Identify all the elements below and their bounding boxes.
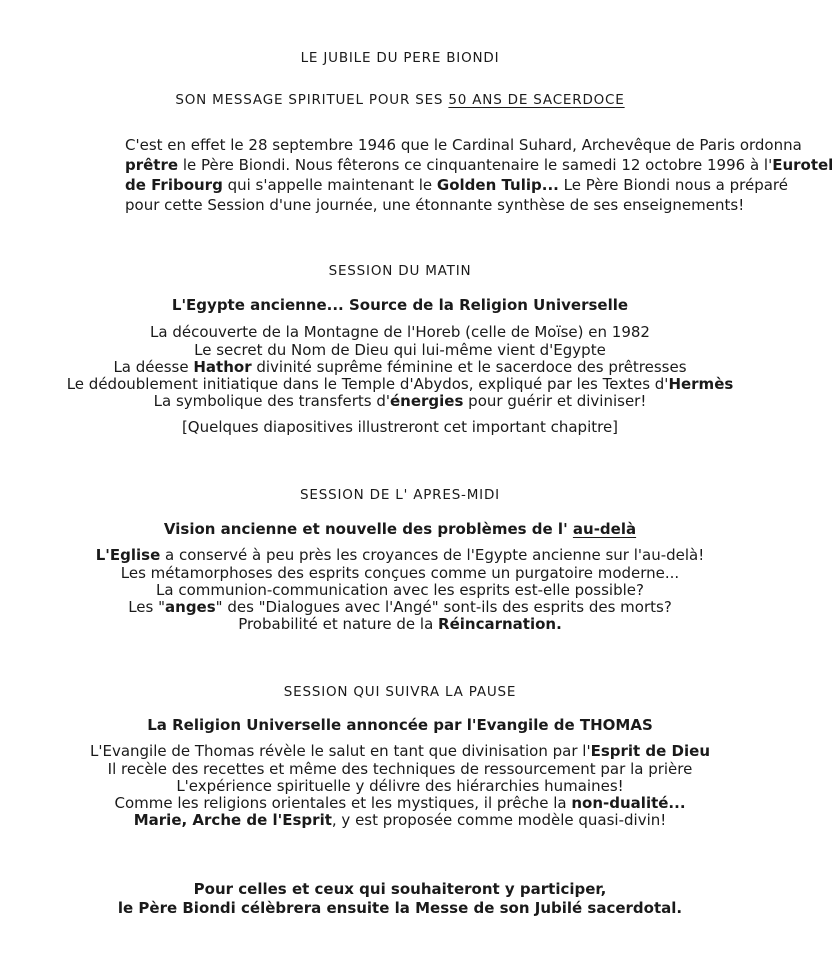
afternoon-line-1	[0, 546, 800, 564]
intro-emphasis: Golden Tulip...	[436, 176, 559, 194]
line-emphasis: Esprit de Dieu	[590, 742, 710, 760]
intro-line-4	[125, 196, 744, 214]
pause-line-5	[0, 811, 800, 829]
intro-emphasis: prêtre	[125, 156, 179, 174]
section-subheading: L'Egypte ancienne... Source de la Religion Universelle	[171, 296, 629, 314]
line-text: La déesse	[113, 358, 194, 376]
line-emphasis: non-dualité...	[571, 794, 686, 812]
intro-line-1	[125, 136, 802, 154]
afternoon-line-4	[0, 598, 800, 616]
subheading-underlined: au-delà	[572, 520, 637, 538]
intro-text: le Père Biondi. Nous fêterons ce cinquantenaire le samedi 12 octobre 1996 à l'	[178, 156, 773, 174]
afternoon-line-5	[0, 615, 800, 633]
intro-text: pour cette Session d'une journée, une étonnante synthèse de ses enseignements!	[125, 196, 745, 214]
morning-line-1: La découverte de la Montagne de l'Horeb (celle de Moïse) en 1982	[150, 323, 650, 341]
line-emphasis: Marie, Arche de l'Esprit	[133, 811, 332, 829]
section-heading: SESSION DU MATIN	[328, 263, 472, 279]
line-emphasis: énergies	[390, 392, 464, 410]
intro-emphasis: Eurotel	[772, 156, 833, 174]
line-text: Les "	[128, 598, 166, 616]
section-subheading	[0, 520, 800, 538]
section-heading: SESSION DE L' APRES-MIDI	[300, 487, 500, 503]
pause-line-4	[0, 794, 800, 812]
line-text: " des "Dialogues avec l'Angé" sont-ils des esprits des morts?	[215, 598, 672, 616]
morning-line-5	[0, 392, 800, 410]
afternoon-line-2: Les métamorphoses des esprits conçues comme un purgatoire moderne...	[120, 564, 680, 582]
line-text: divinité suprême féminine et le sacerdoce des prêtresses	[251, 358, 687, 376]
pause-line-1	[0, 742, 800, 760]
pause-line-2: Il recèle des recettes et même des techniques de ressourcement par la prière	[107, 760, 693, 778]
intro-line-3	[125, 176, 788, 194]
morning-line-2: Le secret du Nom de Dieu qui lui-même vient d'Egypte	[194, 341, 606, 359]
subtitle-underlined: 50 ANS DE SACERDOCE	[448, 92, 625, 108]
line-emphasis: Hathor	[193, 358, 252, 376]
line-emphasis: Réincarnation.	[438, 615, 562, 633]
line-text: Probabilité et nature de la	[238, 615, 439, 633]
morning-line-4	[0, 375, 800, 393]
line-emphasis: anges	[165, 598, 216, 616]
intro-text: C'est en effet le 28 septembre 1946 que le Cardinal Suhard, Archevêque de Paris ordonna	[125, 136, 802, 154]
subtitle-prefix: SON MESSAGE SPIRITUEL POUR SES	[175, 92, 449, 108]
subheading-text: Vision ancienne et nouvelle des problèmes de l'	[163, 520, 573, 538]
closing-line-1: Pour celles et ceux qui souhaiteront y participer,	[193, 880, 607, 898]
morning-note: [Quelques diapositives illustreront cet important chapitre]	[181, 418, 619, 436]
line-text: pour guérir et diviniser!	[463, 392, 647, 410]
line-emphasis: L'Eglise	[95, 546, 161, 564]
intro-text: qui s'appelle maintenant le	[222, 176, 437, 194]
line-text: , y est proposée comme modèle quasi-divin!	[331, 811, 667, 829]
title-text: LE JUBILE DU PERE BIONDI	[300, 50, 500, 66]
page-title	[0, 49, 800, 67]
line-text: a conservé à peu près les croyances de l'Egypte ancienne sur l'au-delà!	[160, 546, 705, 564]
closing-line-2: le Père Biondi célèbrera ensuite la Messe de son Jubilé sacerdotal.	[117, 899, 683, 917]
intro-line-2	[125, 156, 833, 174]
line-emphasis: Hermès	[668, 375, 734, 393]
line-text: Le dédoublement initiatique dans le Temple d'Abydos, expliqué par les Textes d'	[66, 375, 669, 393]
intro-emphasis: de Fribourg	[125, 176, 223, 194]
morning-line-3	[0, 358, 800, 376]
line-text: L'Evangile de Thomas révèle le salut en tant que divinisation par l'	[89, 742, 591, 760]
section-heading: SESSION QUI SUIVRA LA PAUSE	[283, 684, 517, 700]
line-text: Comme les religions orientales et les mystiques, il prêche la	[114, 794, 572, 812]
line-text: La symbolique des transferts d'	[153, 392, 390, 410]
page-subtitle	[0, 91, 800, 109]
section-subheading: La Religion Universelle annoncée par l'Evangile de THOMAS	[147, 716, 653, 734]
pause-line-3: L'expérience spirituelle y délivre des hiérarchies humaines!	[176, 777, 624, 795]
afternoon-line-3: La communion-communication avec les esprits est-elle possible?	[156, 581, 644, 599]
intro-text: Le Père Biondi nous a préparé	[558, 176, 788, 194]
